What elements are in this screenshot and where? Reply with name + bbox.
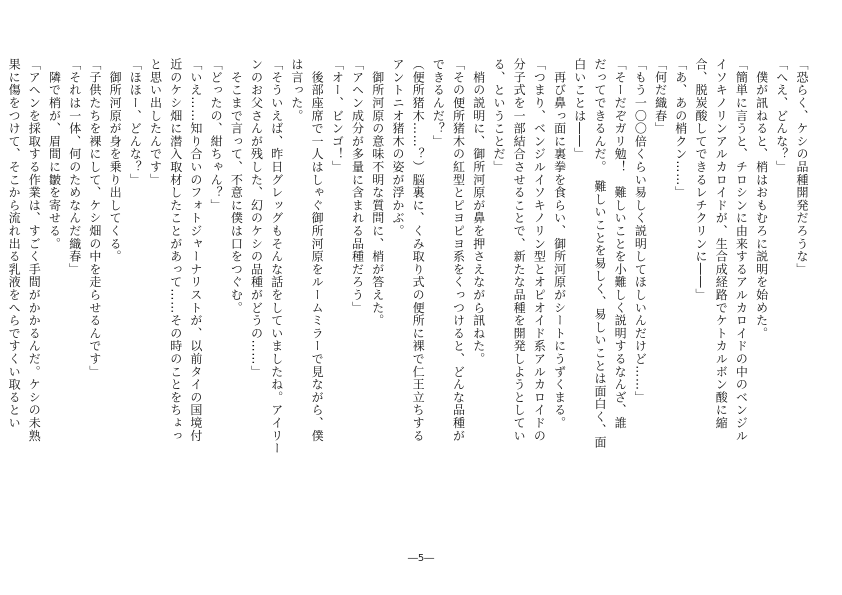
text-line: 「その便所猪木の紅型とピヨピヨ系をくっつけると、どんな品種が — [451, 58, 466, 442]
text-line: 御所河原が身を乗り出してくる。 — [108, 58, 123, 263]
text-line: 梢の説明に、御所河原が鼻を押さえながら訊ねた。 — [471, 58, 486, 366]
text-line: イソキノリンアルカロイドが、生合成経路でケトカルボン酸に縮 — [714, 58, 729, 430]
text-line: 「恐らく、ケシの品種開発だろうな」 — [795, 58, 809, 276]
text-line: 分子式を一部結合させることで、新たな品種を開発しようとしてい — [512, 58, 527, 442]
text-line: 「子供たちを裸にして、ケシ畑の中を走らせるんです」 — [87, 58, 102, 378]
text-line: 再び鼻っ面に裏拳を食らい、御所河原がシートにうずくまる。 — [552, 58, 567, 430]
text-line: だってできるんだ。 難しいことを易しく、易しいことは面白く、面 — [592, 58, 607, 449]
text-line: 近のケシ畑に潜入取材したことがあって……その時のことをちょっ — [168, 58, 183, 442]
text-line: 「つまり、ベンジルイソキノリン型とオピオイド系アルカロイドの — [532, 58, 547, 442]
text-line: 「簡単に言うと、チロシンに由来するアルカロイドの中のベンジル — [734, 58, 749, 442]
text-line: 「オー、ビンゴ！」 — [330, 58, 345, 174]
text-line: アントニオ猪木の姿が浮かぶ。 — [390, 58, 405, 238]
text-line: 隣で梢が、眉間に皺を寄せる。 — [47, 58, 62, 250]
text-line: 「もう一〇〇倍くらい易しく説明してほしいんだけど……」 — [633, 58, 648, 404]
text-line: 後部座席で一人はしゃぐ御所河原をルームミラーで見ながら、僕 — [310, 58, 325, 442]
text-line: 僕が訊ねると、梢はおもむろに説明を始めた。 — [754, 58, 769, 340]
text-line: 「ほほー、どんな？」 — [128, 58, 143, 186]
text-line: 「アヘン成分が多量に含まれる品種だろう」 — [350, 58, 365, 314]
text-line: そこまで言って、不意に僕は口をつぐむ。 — [229, 58, 244, 314]
text-line: 「アヘンを採取する作業は、すごく手間がかかるんだ。ケシの未熟 — [27, 58, 42, 442]
text-line: 「何だ織春」 — [653, 58, 668, 135]
text-line: 「どったの、紺ちゃん？」 — [209, 58, 224, 212]
text-line: 「いえ……知り合いのフォトジャーナリストが、以前タイの国境付 — [188, 58, 203, 442]
text-line: 「それは一体、何のためなんだ織春」 — [67, 58, 82, 276]
text-line: できるんだ？」 — [431, 58, 446, 148]
text-line: （便所猪木……？）脳裏に、くみ取り式の便所に裸で仁王立ちする — [411, 58, 426, 442]
text-line: 「そういえば、昨日グレッグもそんな話をしていましたね。アイリー — [269, 58, 284, 455]
page-number: ―5― — [407, 553, 435, 564]
vertical-text-body — [4, 58, 812, 528]
text-line: 果に傷をつけて、そこから流れ出る乳液をへらですくい取るとい — [7, 58, 22, 430]
text-line: 「あ、あの梢クン……」 — [673, 58, 688, 199]
text-line: る、ということだ」 — [491, 58, 506, 174]
text-line: 「へえ、どんな？」 — [774, 58, 789, 174]
text-line: 白いことは――」 — [572, 58, 587, 161]
text-line: 「そーだぞガリ勉！ 難しいことを小難しく説明するなんざ、誰 — [613, 58, 628, 430]
text-line: 合、脱炭酸してできるレチクリンに――」 — [693, 58, 708, 302]
text-line: 御所河原の意味不明な質問に、梢が答えた。 — [370, 58, 385, 327]
text-line: は言った。 — [289, 58, 304, 122]
text-line: ンのお父さんが残した、幻のケシの品種がどうの……」 — [249, 58, 264, 378]
text-line: と思い出したんです」 — [148, 58, 163, 186]
